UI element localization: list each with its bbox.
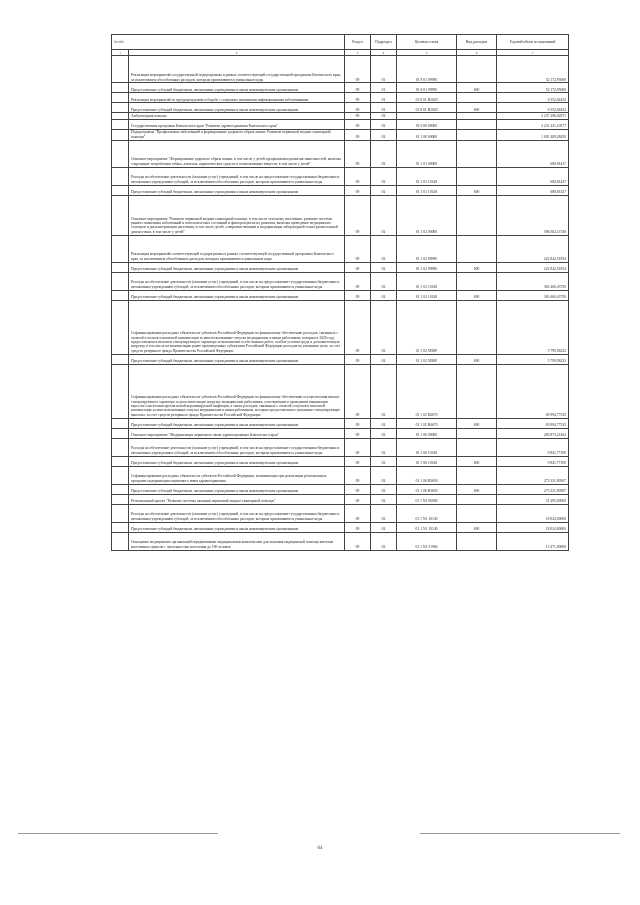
- row-subsection-cell: 02: [371, 262, 397, 272]
- row-section-cell: 09: [345, 364, 371, 418]
- row-amount-cell: 283 873,21462: [497, 428, 569, 438]
- row-section-cell: 09: [345, 494, 371, 504]
- row-number-cell: [112, 167, 129, 185]
- table-row: [112, 262, 569, 272]
- table-row: [112, 167, 569, 185]
- row-subsection-cell: 02: [371, 185, 397, 195]
- row-subsection-cell: 02: [371, 484, 397, 494]
- row-number-cell: [112, 185, 129, 195]
- row-target-cell: 01 0 00 00000: [397, 119, 457, 129]
- row-name-cell: Основное мероприятие "Развитие первичной медико-санитарной помощи, в том числе сельскому населению, развитие системы раннего выявления заболеваний и патологических состояний и факторов риска их развития, включая проведение медицинских осмотров и диспансеризации населения, в том числе детей, совершенствование и модернизация лабораторной и инструментальной диагностики, в том числе у детей": [129, 195, 345, 235]
- row-expense-cell: [457, 93, 497, 103]
- column-number: 6: [457, 50, 497, 56]
- table-row: [112, 364, 569, 418]
- row-target-cell: 01 1 01 00000: [397, 140, 457, 167]
- table-row: [112, 438, 569, 456]
- row-name-cell: Предоставление субсидий бюджетным, автономным учреждениям и иным некоммерческим организациям: [129, 354, 345, 364]
- header-target: Целевая статья: [397, 35, 457, 50]
- row-number-cell: [112, 83, 129, 93]
- row-subsection-cell: 02: [371, 119, 397, 129]
- row-section-cell: 09: [345, 484, 371, 494]
- row-name-cell: Оснащение медицинских организаций передвижными медицинскими комплексами для оказания медицинской помощи жителям населенных пунктов с численностью населения до 100 человек: [129, 532, 345, 550]
- header-amount: Годовой объем ассигнований: [497, 35, 569, 50]
- row-expense-cell: 600: [457, 484, 497, 494]
- row-section-cell: 09: [345, 129, 371, 140]
- row-name-cell: Расходы на обеспечение деятельности (оказание услуг) учреждений, в том числе на предоставление государственным бюджетным и автономным учреждениям субсидий, за исключением обособленных расходов, которым присваиваются уникальные коды: [129, 438, 345, 456]
- table-row: [112, 83, 569, 93]
- row-target-cell: 01 1 02 09990: [397, 262, 457, 272]
- table-row: [112, 103, 569, 113]
- budget-table: [111, 34, 569, 551]
- row-subsection-cell: 02: [371, 195, 397, 235]
- table-row: [112, 140, 569, 167]
- table-row: [112, 456, 569, 466]
- row-expense-cell: [457, 235, 497, 262]
- row-expense-cell: [457, 140, 497, 167]
- row-number-cell: [112, 364, 129, 418]
- row-name-cell: Подпрограмма "Профилактика заболеваний и формирование здорового образа жизни. Развитие первичной медико-санитарной помощи": [129, 129, 345, 140]
- column-number: 5: [397, 50, 457, 56]
- footer-rule-right: [420, 833, 620, 834]
- row-subsection-cell: 02: [371, 167, 397, 185]
- row-section-cell: 09: [345, 140, 371, 167]
- row-target-cell: 01 1 01 10140: [397, 167, 457, 185]
- row-subsection-cell: 02: [371, 428, 397, 438]
- column-number: 1: [112, 50, 129, 56]
- row-amount-cell: 6 552,92452: [497, 93, 569, 103]
- row-number-cell: [112, 140, 129, 167]
- row-amount-cell: 83 994,77525: [497, 418, 569, 428]
- row-amount-cell: 6 552,92452: [497, 103, 569, 113]
- row-expense-cell: 600: [457, 290, 497, 300]
- row-number-cell: [112, 129, 129, 140]
- row-expense-cell: [457, 129, 497, 140]
- row-expense-cell: [457, 56, 497, 83]
- row-amount-cell: 586 302,11536: [497, 195, 569, 235]
- column-number: 4: [371, 50, 397, 56]
- row-amount-cell: 680,81437: [497, 167, 569, 185]
- row-amount-cell: 13 471,00000: [497, 532, 569, 550]
- row-target-cell: 01 1 02 5830F: [397, 300, 457, 354]
- row-section-cell: 09: [345, 354, 371, 364]
- row-target-cell: 01 1 06 10140: [397, 456, 457, 466]
- row-name-cell: Расходы на обеспечение деятельности (оказание услуг) учреждений, в том числе на предоставление государственным бюджетным и автономным учреждениям субсидий, за исключением обособленных расходов, которым присваиваются уникальные коды: [129, 167, 345, 185]
- row-subsection-cell: 02: [371, 456, 397, 466]
- table-row: [112, 522, 569, 532]
- row-section-cell: 09: [345, 418, 371, 428]
- row-subsection-cell: 02: [371, 494, 397, 504]
- row-number-cell: [112, 290, 129, 300]
- row-expense-cell: [457, 494, 497, 504]
- row-amount-cell: 18 024,00000: [497, 522, 569, 532]
- table-row: [112, 272, 569, 290]
- row-amount-cell: 680,81437: [497, 185, 569, 195]
- row-expense-cell: 600: [457, 103, 497, 113]
- row-subsection-cell: 02: [371, 129, 397, 140]
- row-section-cell: 09: [345, 56, 371, 83]
- row-name-cell: Софинансирование расходных обязательств субъектов Российской Федерации по финансовому обеспечению расходов, связанных с оплатой отпусков и выплатой компенсации за неиспользованные отпуска медицинским и иным работникам, которым в 2020 году предоставлялись выплаты стимулирующего характера за выполнение особо важных работ, особые условия труда и дополнительную нагрузку, в том числе на компенсацию ранее произведенных субъектами Российской Федерации расходов на указанные цели, за счет средств резервного фонда Правительства Российской Федерации: [129, 300, 345, 354]
- row-name-cell: Предоставление субсидий бюджетным, автономным учреждениям и иным некоммерческим организациям: [129, 418, 345, 428]
- row-number-cell: [112, 504, 129, 522]
- row-amount-cell: 273 331,90507: [497, 484, 569, 494]
- row-target-cell: 01 1 02 09990: [397, 235, 457, 262]
- row-expense-cell: 600: [457, 83, 497, 93]
- row-expense-cell: 600: [457, 354, 497, 364]
- row-expense-cell: [457, 272, 497, 290]
- row-expense-cell: 600: [457, 185, 497, 195]
- row-section-cell: 09: [345, 103, 371, 113]
- row-subsection-cell: 02: [371, 364, 397, 418]
- row-name-cell: Софинансирование расходных обязательств субъектов Российской Федерации по финансовому обеспечению осуществления выплат стимулирующего характера за дополнительную нагрузку медицинским работникам, участвующим в проведении вакцинации взрослого населения против новой коронавирусной инфекции, а также расходов, связанных с оплатой отпусков и выплатой компенсации за неиспользованные отпуска медицинским и иным работникам, которым предоставлялись указанные стимулирующие выплаты, за счет средств резервного фонда Правительства Российской Федерации: [129, 364, 345, 418]
- row-name-cell: Основное мероприятие "Модернизация первичного звена здравоохранения Камчатского края": [129, 428, 345, 438]
- row-number-cell: [112, 119, 129, 129]
- table-row: [112, 418, 569, 428]
- row-expense-cell: [457, 466, 497, 484]
- table-row: [112, 235, 569, 262]
- row-name-cell: Реализация мероприятий соответствующей подпрограммы в рамках соответствующей государственной программы Камчатского края, за исключением обособленных расходов, которым присваиваются уникальные коды: [129, 235, 345, 262]
- row-number-cell: [112, 56, 129, 83]
- row-amount-cell: 9 841,77100: [497, 438, 569, 456]
- row-name-cell: Предоставление субсидий бюджетным, автономным учреждениям и иным некоммерческим организациям: [129, 522, 345, 532]
- row-subsection-cell: 02: [371, 290, 397, 300]
- row-section-cell: 09: [345, 93, 371, 103]
- table-row: [112, 129, 569, 140]
- row-number-cell: [112, 522, 129, 532]
- column-number: 7: [497, 50, 569, 56]
- table-row: [112, 428, 569, 438]
- row-target-cell: 01 1 02 R4670: [397, 364, 457, 418]
- row-name-cell: Региональный проект "Развитие системы оказания первичной медико-санитарной помощи": [129, 494, 345, 504]
- header-section: Раздел: [345, 35, 371, 50]
- row-target-cell: 01 1 01 10140: [397, 185, 457, 195]
- row-subsection-cell: 02: [371, 522, 397, 532]
- row-expense-cell: 600: [457, 456, 497, 466]
- row-target-cell: 01 1 06 10140: [397, 438, 457, 456]
- table-body: [112, 56, 569, 550]
- table-row: [112, 119, 569, 129]
- table-row: [112, 494, 569, 504]
- row-name-cell: Предоставление субсидий бюджетным, автономным учреждениям и иным некоммерческим организациям: [129, 262, 345, 272]
- table-header-row: [112, 35, 569, 50]
- row-expense-cell: [457, 428, 497, 438]
- table-row: [112, 290, 569, 300]
- row-target-cell: 01 8 01 09990: [397, 83, 457, 93]
- row-section-cell: 09: [345, 167, 371, 185]
- row-target-cell: 01 8 01 R2020: [397, 103, 457, 113]
- row-amount-cell: 680,81437: [497, 140, 569, 167]
- row-section-cell: 09: [345, 290, 371, 300]
- row-target-cell: 01 1 02 5830F: [397, 354, 457, 364]
- row-section-cell: 09: [345, 466, 371, 484]
- row-number-cell: [112, 418, 129, 428]
- row-section-cell: 09: [345, 195, 371, 235]
- table-row: [112, 504, 569, 522]
- row-number-cell: [112, 93, 129, 103]
- row-subsection-cell: 02: [371, 113, 397, 119]
- row-name-cell: Предоставление субсидий бюджетным, автономным учреждениям и иным некоммерческим организациям: [129, 290, 345, 300]
- column-number: 2: [129, 50, 345, 56]
- table-row: [112, 300, 569, 354]
- row-number-cell: [112, 300, 129, 354]
- row-target-cell: 01 1 02 10140: [397, 290, 457, 300]
- row-expense-cell: 600: [457, 522, 497, 532]
- row-amount-cell: 1 001 409,28450: [497, 129, 569, 140]
- row-amount-cell: 2 231 221,10577: [497, 119, 569, 129]
- row-subsection-cell: 02: [371, 532, 397, 550]
- row-subsection-cell: 02: [371, 466, 397, 484]
- row-target-cell: 01 1 06 R3650: [397, 466, 457, 484]
- row-subsection-cell: 02: [371, 140, 397, 167]
- row-amount-cell: 52 172,95000: [497, 56, 569, 83]
- row-name-cell: Основное мероприятие "Формирование здорового образа жизни, в том числе у детей, профилактика развития зависимостей, включая сокращение потребления табака, алкоголя, наркотических средств и психоактивных веществ, в том числе у детей": [129, 140, 345, 167]
- row-number-cell: [112, 494, 129, 504]
- row-section-cell: 09: [345, 113, 371, 119]
- table-row: [112, 466, 569, 484]
- row-section-cell: 09: [345, 119, 371, 129]
- row-number-cell: [112, 456, 129, 466]
- row-expense-cell: [457, 195, 497, 235]
- row-name-cell: Амбулаторная помощь: [129, 113, 345, 119]
- row-section-cell: 09: [345, 428, 371, 438]
- row-section-cell: 09: [345, 262, 371, 272]
- column-number: 3: [345, 50, 371, 56]
- row-target-cell: 01 1 06 R3650: [397, 484, 457, 494]
- row-target-cell: 01 1 N1 10140: [397, 522, 457, 532]
- row-number-cell: [112, 438, 129, 456]
- table-row: [112, 484, 569, 494]
- header-subsection: Подраздел: [371, 35, 397, 50]
- row-amount-cell: 18 024,00000: [497, 504, 569, 522]
- row-target-cell: 01 8 01 R2020: [397, 93, 457, 103]
- row-name-cell: Предоставление субсидий бюджетным, автономным учреждениям и иным некоммерческим организациям: [129, 456, 345, 466]
- row-amount-cell: 273 331,90507: [497, 466, 569, 484]
- row-number-cell: [112, 354, 129, 364]
- row-section-cell: 09: [345, 300, 371, 354]
- row-section-cell: 09: [345, 522, 371, 532]
- row-amount-cell: 363 460,43750: [497, 272, 569, 290]
- row-number-cell: [112, 195, 129, 235]
- page-number: 64: [317, 846, 323, 851]
- footer-rule-left: [18, 833, 218, 834]
- row-name-cell: Расходы на обеспечение деятельности (оказание услуг) учреждений, в том числе на предоставление государственным бюджетным и автономным учреждениям субсидий, за исключением обособленных расходов, которым присваиваются уникальные коды: [129, 272, 345, 290]
- row-name-cell: Реализация мероприятий государственной подпрограммы в рамках соответствующей государственной программы Камчатского края, за исключением обособленных расходов, которым присваиваются уникальные коды: [129, 56, 345, 83]
- row-amount-cell: 5 799,58232: [497, 354, 569, 364]
- row-section-cell: 09: [345, 235, 371, 262]
- row-amount-cell: 5 799,58232: [497, 300, 569, 354]
- row-section-cell: 09: [345, 532, 371, 550]
- row-target-cell: 01 1 02 R4670: [397, 418, 457, 428]
- row-amount-cell: 2 237 296,02871: [497, 113, 569, 119]
- row-section-cell: 09: [345, 272, 371, 290]
- row-number-cell: [112, 532, 129, 550]
- row-expense-cell: 600: [457, 418, 497, 428]
- row-target-cell: 01 8 01 09990: [397, 56, 457, 83]
- header-name: № п/п: [112, 35, 345, 50]
- row-amount-cell: 222 842,51854: [497, 235, 569, 262]
- row-target-cell: 01 1 N1 10140: [397, 504, 457, 522]
- row-subsection-cell: 02: [371, 438, 397, 456]
- table-row: [112, 56, 569, 83]
- row-subsection-cell: 02: [371, 272, 397, 290]
- row-expense-cell: [457, 438, 497, 456]
- table-row: [112, 185, 569, 195]
- row-subsection-cell: 02: [371, 418, 397, 428]
- row-section-cell: 09: [345, 438, 371, 456]
- row-target-cell: 01 1 N1 00000: [397, 494, 457, 504]
- row-target-cell: 01 1 00 00000: [397, 129, 457, 140]
- row-section-cell: 09: [345, 456, 371, 466]
- row-name-cell: Софинансирование расходных обязательств субъектов Российской Федерации, возникающих при реализации региональных программ модернизации первичного звена здравоохранения: [129, 466, 345, 484]
- row-expense-cell: [457, 300, 497, 354]
- table-row: [112, 532, 569, 550]
- row-subsection-cell: 02: [371, 504, 397, 522]
- table-row: [112, 354, 569, 364]
- row-amount-cell: 83 994,77525: [497, 364, 569, 418]
- row-target-cell: 01 1 02 00000: [397, 195, 457, 235]
- row-subsection-cell: 01: [371, 103, 397, 113]
- row-subsection-cell: 01: [371, 83, 397, 93]
- row-number-cell: [112, 262, 129, 272]
- row-expense-cell: [457, 119, 497, 129]
- row-name-cell: Предоставление субсидий бюджетным, автономным учреждениям и иным некоммерческим организациям: [129, 103, 345, 113]
- row-section-cell: 09: [345, 83, 371, 93]
- row-expense-cell: [457, 167, 497, 185]
- header-expense: Вид расходов: [457, 35, 497, 50]
- table-row: [112, 93, 569, 103]
- row-expense-cell: [457, 504, 497, 522]
- row-amount-cell: 52 172,95000: [497, 83, 569, 93]
- row-target-cell: 01 1 02 10140: [397, 272, 457, 290]
- row-subsection-cell: 02: [371, 235, 397, 262]
- row-number-cell: [112, 235, 129, 262]
- row-expense-cell: [457, 364, 497, 418]
- row-number-cell: [112, 103, 129, 113]
- row-amount-cell: 222 842,51854: [497, 262, 569, 272]
- row-number-cell: [112, 484, 129, 494]
- row-expense-cell: [457, 532, 497, 550]
- row-subsection-cell: 02: [371, 354, 397, 364]
- row-name-cell: Предоставление субсидий бюджетным, автономным учреждениям и иным некоммерческим организациям: [129, 185, 345, 195]
- row-expense-cell: 600: [457, 262, 497, 272]
- row-section-cell: 09: [345, 185, 371, 195]
- row-amount-cell: 9 841,77100: [497, 456, 569, 466]
- row-subsection-cell: 01: [371, 93, 397, 103]
- row-name-cell: Расходы на обеспечение деятельности (оказание услуг) учреждений, в том числе на предоставление государственным бюджетным и автономным учреждениям субсидий, за исключением обособленных расходов, которым присваиваются уникальные коды: [129, 504, 345, 522]
- row-number-cell: [112, 466, 129, 484]
- row-number-cell: [112, 428, 129, 438]
- row-name-cell: Предоставление субсидий бюджетным, автономным учреждениям и иным некоммерческим организациям: [129, 484, 345, 494]
- row-subsection-cell: 01: [371, 56, 397, 83]
- row-section-cell: 09: [345, 504, 371, 522]
- row-name-cell: Реализация мероприятий по предупреждению и борьбе с социально значимыми инфекционными заболеваниями: [129, 93, 345, 103]
- row-target-cell: 01 1 06 00000: [397, 428, 457, 438]
- row-target-cell: 01 1 N1 51960: [397, 532, 457, 550]
- row-subsection-cell: 02: [371, 300, 397, 354]
- row-amount-cell: 31 495,00000: [497, 494, 569, 504]
- row-name-cell: Предоставление субсидий бюджетным, автономным учреждениям и иным некоммерческим организациям: [129, 83, 345, 93]
- row-amount-cell: 363 460,43750: [497, 290, 569, 300]
- row-number-cell: [112, 272, 129, 290]
- row-name-cell: Государственная программа Камчатского края "Развитие здравоохранения Камчатского края": [129, 119, 345, 129]
- table-row: [112, 195, 569, 235]
